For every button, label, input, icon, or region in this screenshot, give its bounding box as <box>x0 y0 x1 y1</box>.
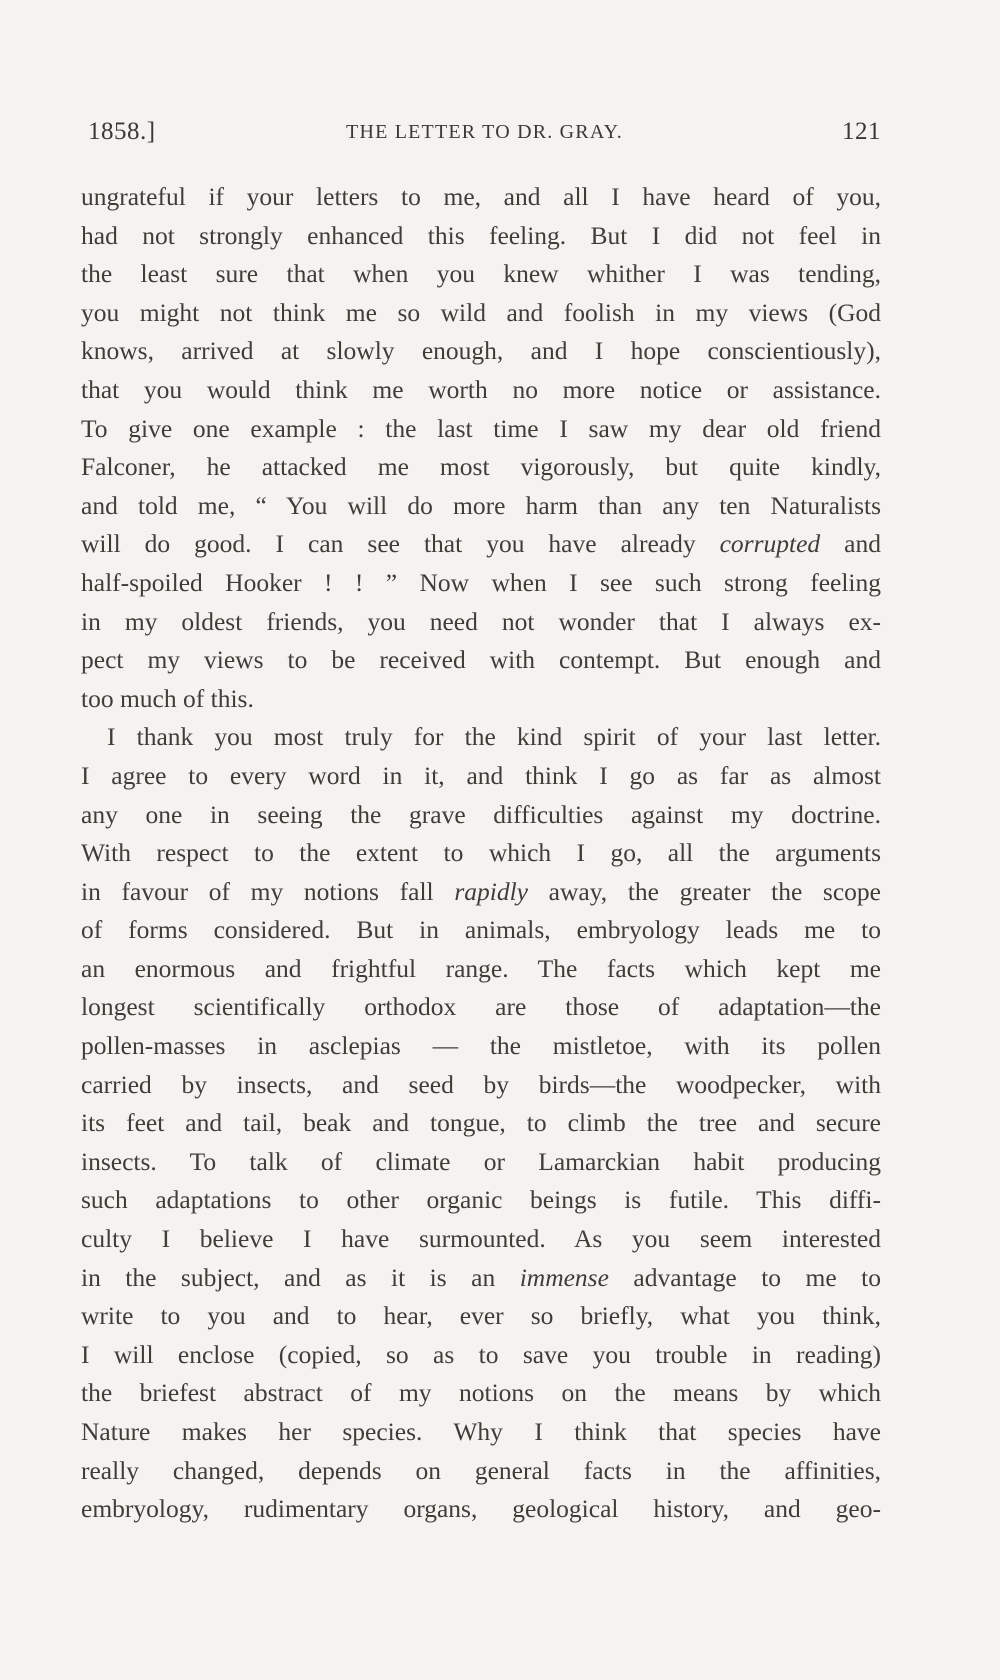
header-title: THE LETTER TO DR. GRAY. <box>346 121 623 143</box>
italic-word: rapidly <box>454 876 528 906</box>
text-line: pect my views to be received with contempt. But enough and <box>81 645 881 675</box>
text-line: too much of this. <box>81 683 254 713</box>
text-line: in my oldest friends, you need not wonder that I always ex- <box>81 606 881 636</box>
text-line: that you would think me worth no more notice or assistance. <box>81 374 881 404</box>
running-head <box>88 118 881 152</box>
text-line: Nature makes her species. Why I think that species have <box>81 1417 881 1446</box>
text-segment: in the subject, and as it is an <box>81 1262 520 1292</box>
text-line: To give one example : the last time I saw my dear old friend <box>81 413 881 443</box>
text-line: longest scientifically orthodox are those of adaptation—the <box>81 992 881 1022</box>
text-line: Falconer, he attacked me most vigorously, but quite kindly, <box>81 452 881 482</box>
text-line: of forms considered. But in animals, embryology leads me to <box>81 915 881 945</box>
text-line: knows, arrived at slowly enough, and I hope conscientiously), <box>81 336 881 366</box>
text-line: I agree to every word in it, and think I go as far as almost <box>81 760 881 790</box>
italic-word: immense <box>519 1262 609 1292</box>
text-line: the least sure that when you knew whither I was tending, <box>81 259 881 289</box>
text-line: embryology, rudimentary organs, geological history, and geo- <box>81 1494 881 1524</box>
page-number: 121 <box>842 118 881 145</box>
text-segment: in favour of my notions fall <box>81 876 455 906</box>
text-segment: will do good. I can see that you have already <box>81 529 720 559</box>
text-line <box>81 1259 881 1298</box>
text-line: its feet and tail, beak and tongue, to climb the tree and secure <box>81 1108 881 1138</box>
paragraph-start-line: I thank you most truly for the kind spirit of your last letter. <box>107 722 881 752</box>
body-text <box>81 178 881 1529</box>
text-line: half-spoiled Hooker ! ! ” Now when I see such strong feeling <box>81 567 881 597</box>
text-line: carried by insects, and seed by birds—the woodpecker, with <box>81 1069 881 1099</box>
text-line: With respect to the extent to which I go, all the arguments <box>81 838 881 868</box>
text-line: any one in seeing the grave difficulties against my doctrine. <box>81 799 881 829</box>
text-line: really changed, depends on general facts in the affinities, <box>81 1455 881 1485</box>
text-line: you might not think me so wild and foolish in my views (God <box>81 297 881 327</box>
text-line: insects. To talk of climate or Lamarckian habit producing <box>81 1146 881 1176</box>
text-line: had not strongly enhanced this feeling. But I did not feel in <box>81 220 881 250</box>
text-line: write to you and to hear, ever so briefly, what you think, <box>81 1301 881 1331</box>
text-segment: and <box>820 529 882 559</box>
text-line: ungrateful if your letters to me, and all I have heard of you, <box>81 182 881 211</box>
text-segment: away, the greater the scope <box>527 876 881 906</box>
text-line: the briefest abstract of my notions on the means by which <box>81 1378 881 1408</box>
text-line <box>81 873 881 912</box>
text-line: pollen-masses in asclepias — the mistletoe, with its pollen <box>81 1031 881 1061</box>
text-line <box>81 525 881 564</box>
header-year: 1858.] <box>88 118 156 145</box>
text-line: an enormous and frightful range. The facts which kept me <box>81 953 881 983</box>
italic-word: corrupted <box>719 529 821 559</box>
text-line: I will enclose (copied, so as to save you trouble in reading) <box>81 1339 881 1369</box>
text-line: culty I believe I have surmounted. As you seem interested <box>81 1224 881 1254</box>
text-line: and told me, “ You will do more harm than any ten Naturalists <box>81 490 881 520</box>
text-segment: advantage to me to <box>608 1262 881 1292</box>
text-line: such adaptations to other organic beings is futile. This diffi- <box>81 1185 881 1215</box>
